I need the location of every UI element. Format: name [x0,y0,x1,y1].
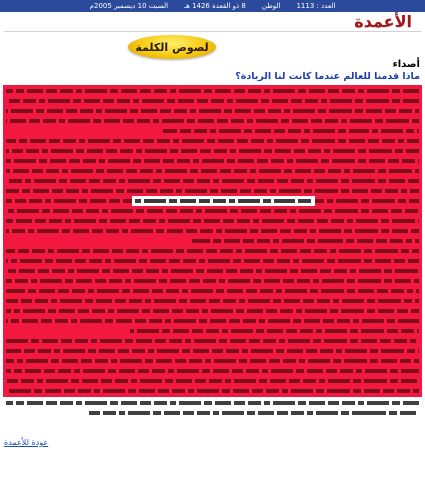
illegible-text [6,389,419,393]
illegible-text [134,199,313,203]
body-text-line [3,246,422,256]
body-text-line [3,326,422,336]
back-to-columns-link[interactable]: عودة للأعمدة [4,438,49,447]
body-text-line [3,136,422,146]
illegible-text [6,99,419,103]
illegible-text [6,309,419,313]
illegible-text [6,209,419,213]
body-text-line [3,146,422,156]
body-text-line [3,106,422,116]
body-text-line [3,376,422,386]
body-text-line [3,276,422,286]
illegible-text [89,411,419,415]
illegible-text [6,119,419,123]
gregorian-date: السبت 10 ديسمبر 2005م [89,2,169,10]
body-text-line [3,176,422,186]
illegible-text [6,159,419,163]
body-text-line [3,266,422,276]
illegible-text [6,379,419,383]
title-divider [4,31,421,32]
section-title: الأعمدة [354,12,412,31]
body-text-line [3,166,422,176]
body-text-line [3,236,422,246]
illegible-text [6,89,419,93]
article-body-continued [3,398,422,420]
illegible-text [6,349,419,353]
body-text-line [3,336,422,346]
highlighted-sentence [132,196,315,206]
illegible-text [6,319,419,323]
illegible-text [6,339,419,343]
body-text-line [3,346,422,356]
illegible-text [192,239,419,243]
body-text-line [3,126,422,136]
body-text-line [3,226,422,236]
body-text-line [3,186,422,196]
body-text-line [3,86,422,96]
illegible-text [163,129,419,133]
illegible-text [6,169,419,173]
top-bar [0,0,425,12]
illegible-text [6,401,419,405]
body-text-line [3,398,422,408]
illegible-text [6,369,419,373]
article-body [3,85,422,397]
illegible-text [6,109,419,113]
body-text-line [3,356,422,366]
illegible-text [6,189,419,193]
illegible-text [6,179,419,183]
body-text-line [3,386,422,396]
body-text-line [3,366,422,376]
body-text-line [3,256,422,266]
body-text-line [3,156,422,166]
illegible-text [6,269,419,273]
hijri-date: 8 ذو القعدة 1426 هـ [184,2,246,10]
illegible-text [130,329,419,333]
illegible-text [6,249,419,253]
newspaper-name[interactable]: الوطن [261,2,281,10]
body-text-line [3,216,422,226]
body-text-line [3,196,422,206]
body-text-line [3,408,422,418]
body-text-line [3,286,422,296]
illegible-text [6,149,419,153]
illegible-text [6,139,419,143]
body-text-line [3,116,422,126]
illegible-text [6,359,419,363]
illegible-text [6,299,419,303]
illegible-text [6,289,419,293]
column-badge: لصوص الكلمة [128,35,216,59]
illegible-text [6,219,419,223]
illegible-text [6,259,419,263]
column-name: أصداء [392,59,420,70]
body-text-line [3,296,422,306]
body-text-line [3,96,422,106]
issue-number: العدد : 1113 [296,2,336,10]
body-text-line [3,306,422,316]
body-text-line [3,316,422,326]
article-title: ماذا قدمنا للعالم عندما كانت لنا الريادة؟ [235,71,420,82]
illegible-text [6,229,419,233]
illegible-text [6,279,419,283]
body-text-line [3,206,422,216]
